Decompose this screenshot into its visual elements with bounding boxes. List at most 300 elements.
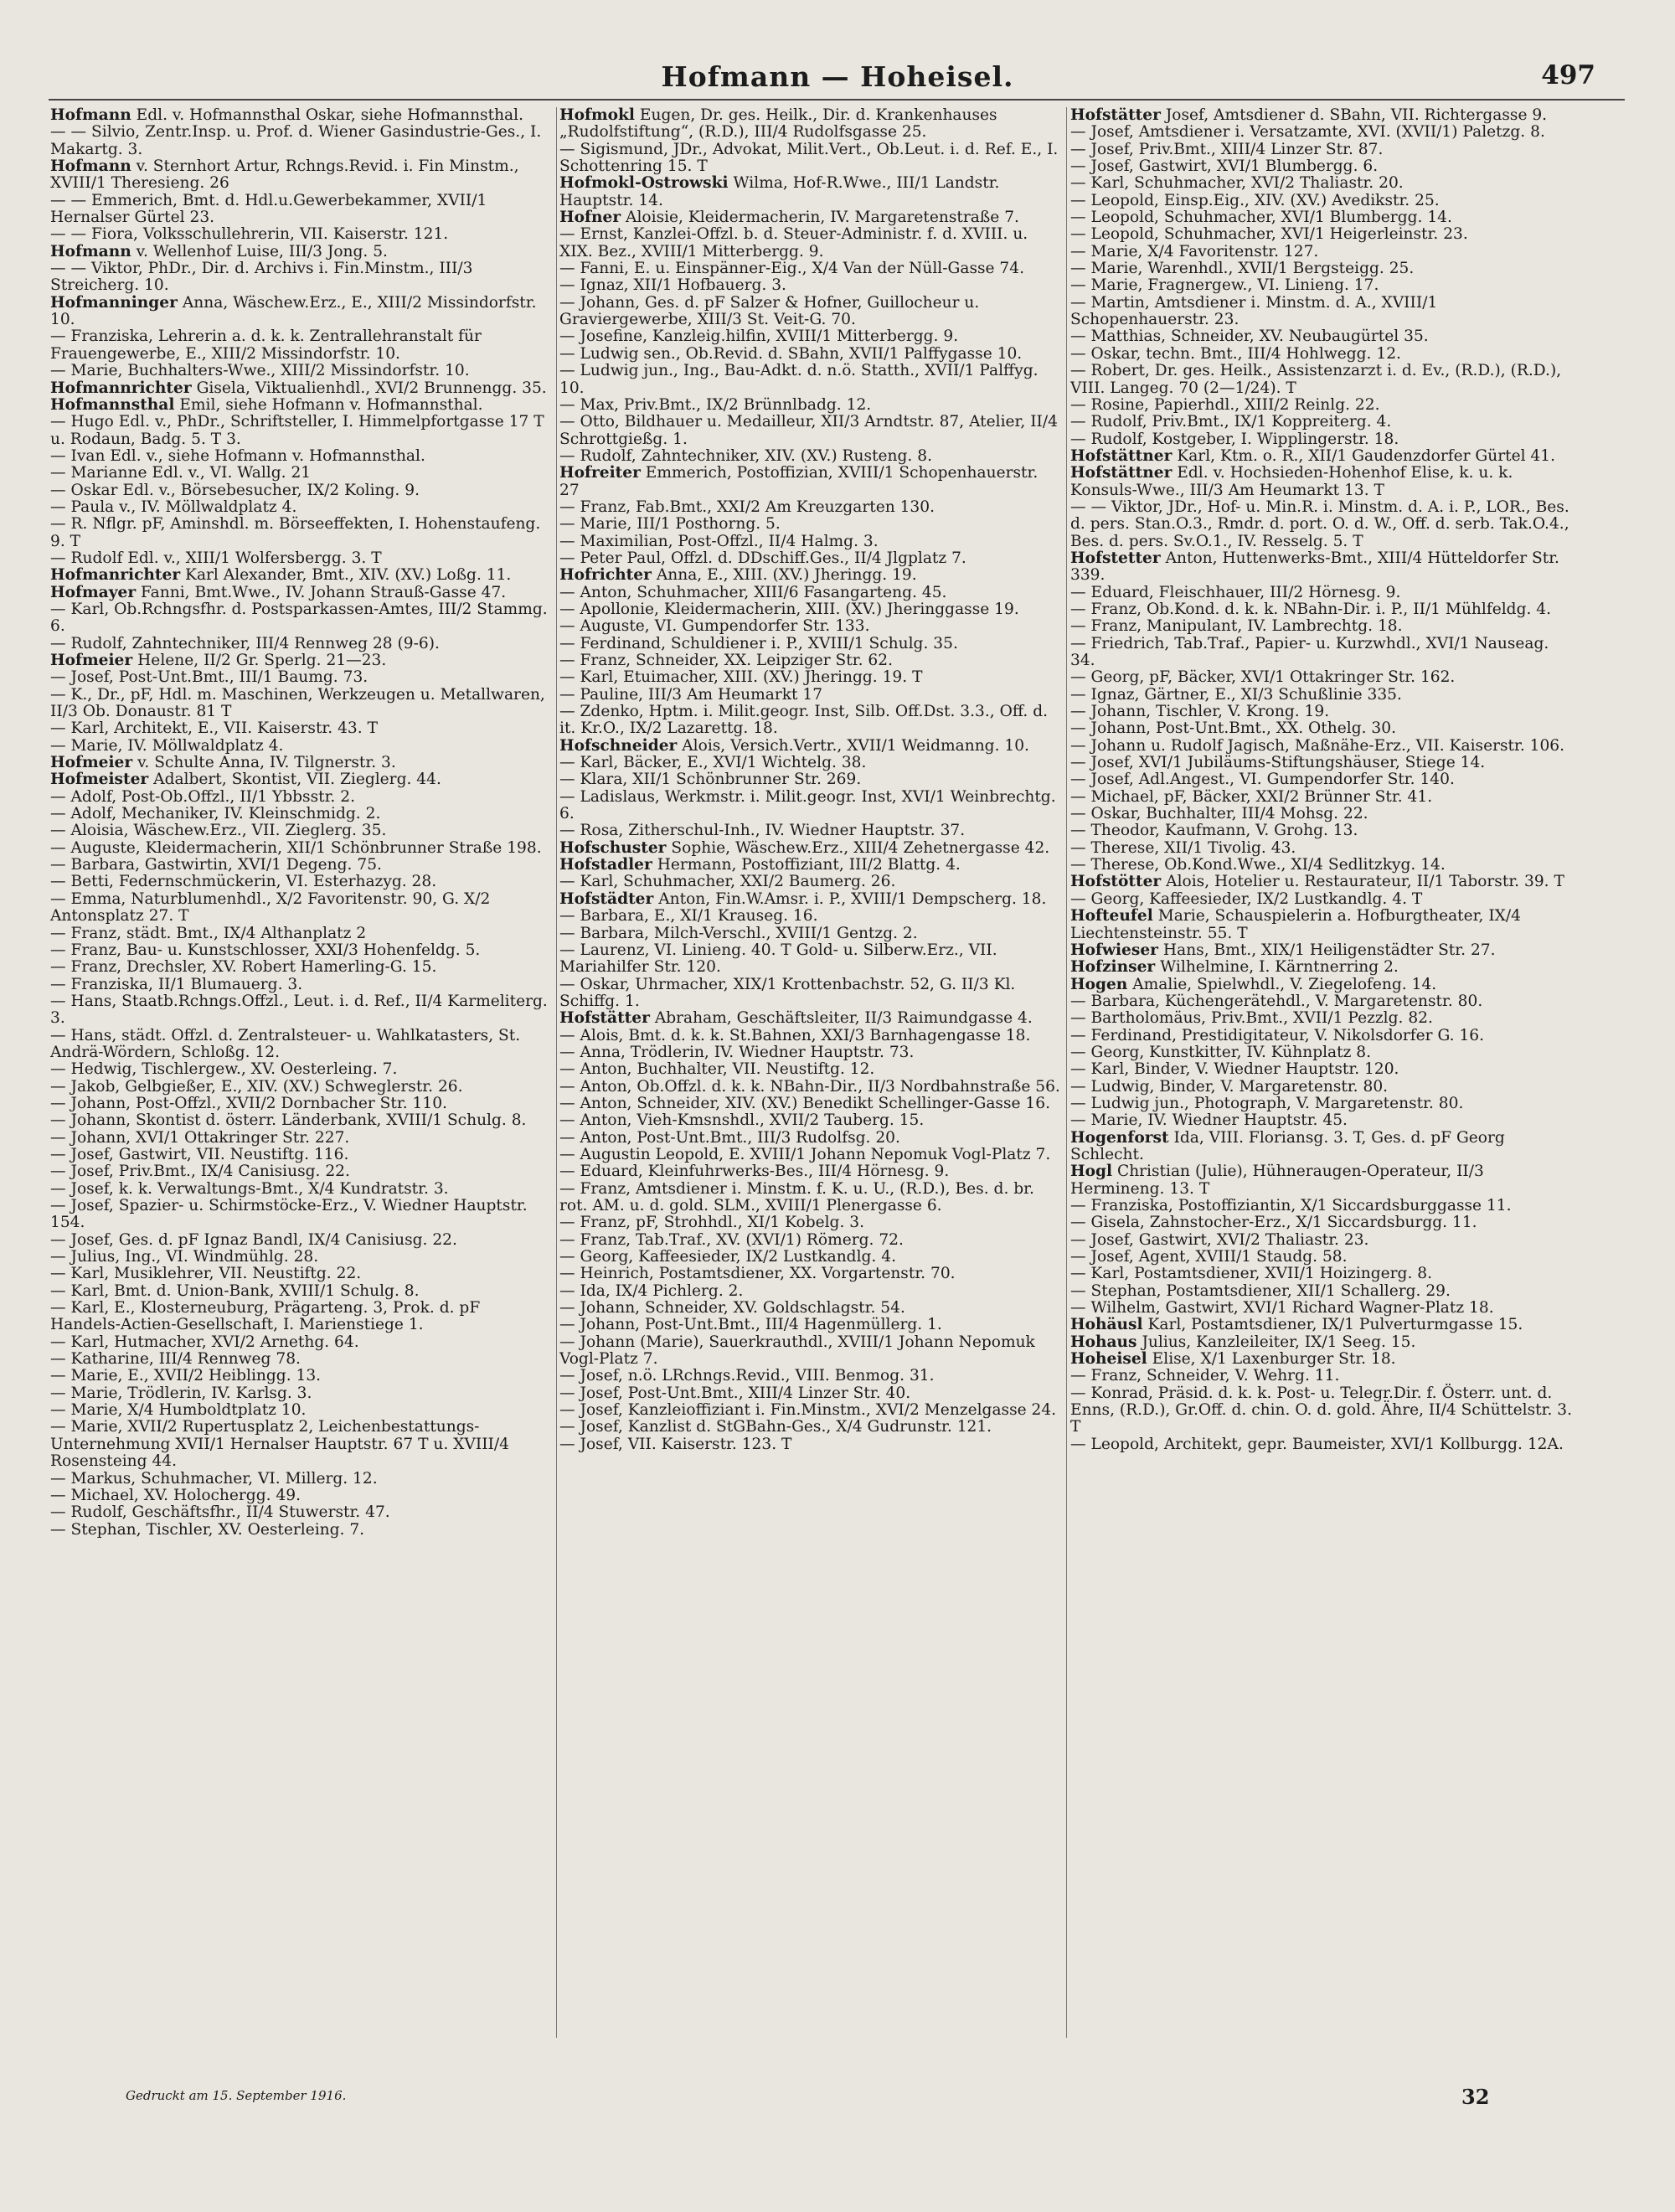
entry-text: Aloisie, Kleidermacherin, IV. Margaretenstraße 7. — [626, 209, 1019, 227]
directory-entry — [50, 806, 553, 822]
entry-text: — Marie, III/1 Posthorng. 5. — [559, 515, 781, 534]
directory-entry — [50, 993, 553, 1028]
directory-entry — [50, 942, 553, 959]
entry-text: — Pauline, III/3 Am Heumarkt 17 — [559, 685, 823, 704]
entry-text: — Franz, Fab.Bmt., XXI/2 Am Kreuzgarten 130. — [559, 498, 935, 516]
directory-entry — [50, 720, 553, 737]
directory-entry — [1070, 175, 1576, 192]
directory-entry — [50, 1368, 553, 1384]
directory-entry — [559, 363, 1062, 397]
directory-entry — [1070, 1198, 1576, 1214]
entry-text: — — Viktor, JDr., Hof- u. Min.R. i. Minstm. d. A. i. P., LOR., Bes. d. pers. Stan.O.3., Rmdr. d. port. O. d. W., Off. d. serb. Tak.O.4., Bes. d. pers. Sv.O.1., IV. Resselg. 5. T — [1070, 498, 1569, 550]
directory-entry — [1070, 1334, 1576, 1351]
entry-text: Hermann, Postoffiziant, III/2 Blattg. 4. — [657, 856, 961, 874]
entry-text: — Josef, VII. Kaiserstr. 123. T — [559, 1435, 792, 1453]
directory-entry — [1070, 260, 1576, 277]
directory-entry — [559, 260, 1062, 277]
entry-text: — Alois, Bmt. d. k. k. St.Bahnen, XXI/3 Barnhagengasse 18. — [559, 1026, 1031, 1044]
directory-entry — [50, 1249, 553, 1266]
entry-text: — Rosine, Papierhdl., XIII/2 Reinlg. 22. — [1070, 395, 1380, 414]
print-date: Gedruckt am 15. September 1916. — [126, 2088, 347, 2103]
directory-entry — [559, 499, 1062, 516]
entry-text: — Johann, Post-Unt.Bmt., III/4 Hagenmüllerg. 1. — [559, 1316, 942, 1334]
entry-text: — Theodor, Kaufmann, V. Grohg. 13. — [1070, 822, 1358, 840]
directory-entry — [559, 755, 1062, 771]
directory-entry — [559, 704, 1062, 738]
directory-entry — [559, 1079, 1062, 1096]
entry-text: — Max, Priv.Bmt., IX/2 Brünnlbadg. 12. — [559, 395, 872, 414]
directory-entry — [50, 465, 553, 482]
directory-entry — [1070, 363, 1576, 397]
directory-entry — [1070, 124, 1576, 141]
entry-text: — Ludwig jun., Ing., Bau-Adkt. d. n.ö. Statth., XVII/1 Palffyg. 10. — [559, 362, 1038, 397]
directory-entry — [559, 465, 1062, 499]
entry-text: — Franz, Schneider, XX. Leipziger Str. 62. — [559, 652, 893, 669]
directory-entry — [50, 1181, 553, 1198]
column-divider — [1066, 107, 1067, 2038]
entry-text: — Auguste, VI. Gumpendorfer Str. 133. — [559, 617, 870, 636]
directory-entry — [559, 142, 1062, 176]
entry-text: — Adolf, Mechaniker, IV. Kleinschmidg. 2. — [50, 805, 381, 823]
entry-text: — Oskar, Uhrmacher, XIX/1 Krottenbachstr. 52, G. II/3 Kl. Schiffg. 1. — [559, 975, 1016, 1010]
entry-surname: Hofschuster — [559, 838, 667, 857]
directory-entry — [50, 1061, 553, 1078]
entry-surname: Hofner — [559, 209, 621, 227]
directory-entry — [1070, 1112, 1576, 1129]
directory-entry — [1070, 1249, 1576, 1266]
entry-text: — Eduard, Fleischhauer, III/2 Hörnesg. 9. — [1070, 583, 1401, 601]
entry-surname: Hofwieser — [1070, 941, 1158, 959]
directory-entry — [50, 822, 553, 839]
entry-surname: Hofstättner — [1070, 464, 1172, 482]
entry-text: — Otto, Bildhauer u. Medailleur, XII/3 Arndtstr. 87, Atelier, II/4 Schrottgießg. 1. — [559, 413, 1058, 448]
entry-text: — Ignaz, Gärtner, E., XI/3 Schußlinie 335. — [1070, 685, 1402, 704]
entry-text: — Laurenz, VI. Linieng. 40. T Gold- u. Silberw.Erz., VII. Mariahilfer Str. 120. — [559, 941, 997, 977]
entry-text: — Karl, Musiklehrer, VII. Neustiftg. 22. — [50, 1265, 362, 1283]
entry-text: — Peter Paul, Offzl. d. DDschiff.Ges., II/4 Jlgplatz 7. — [559, 549, 966, 567]
directory-entry — [1070, 1368, 1576, 1384]
directory-entry — [50, 1488, 553, 1504]
entry-text: — Klara, XII/1 Schönbrunner Str. 269. — [559, 771, 862, 789]
entry-text: — Josef, Agent, XVIII/1 Staudg. 58. — [1070, 1248, 1348, 1266]
directory-entry — [559, 1028, 1062, 1044]
directory-entry — [50, 260, 553, 295]
directory-entry — [50, 1198, 553, 1232]
entry-text: — Karl, Postamtsdiener, XVII/1 Hoizingerg. 8. — [1070, 1265, 1433, 1283]
directory-entry — [559, 822, 1062, 839]
entry-text: — Ivan Edl. v., siehe Hofmann v. Hofmannsthal. — [50, 446, 425, 465]
directory-entry — [50, 397, 553, 414]
entry-text: — Leopold, Einsp.Eig., XIV. (XV.) Avedikstr. 25. — [1070, 191, 1440, 209]
directory-entry — [50, 1266, 553, 1282]
directory-entry — [1070, 1096, 1576, 1112]
entry-text: — Bartholomäus, Priv.Bmt., XVII/1 Pezzlg. 82. — [1070, 1009, 1433, 1028]
directory-entry — [559, 1163, 1062, 1180]
directory-entry — [559, 295, 1062, 329]
directory-entry — [50, 244, 553, 260]
entry-text: — Karl, Etuimacher, XIII. (XV.) Jheringg. 19. T — [559, 668, 923, 687]
entry-text: — Karl, E., Klosterneuburg, Prägarteng. 3, Prok. d. pF Handels-Actien-Gesellschaft, I. Marienstiege 1. — [50, 1299, 481, 1334]
entry-surname: Hofrichter — [559, 566, 652, 585]
entry-text: — Johann, XVI/1 Ottakringer Str. 227. — [50, 1128, 350, 1147]
entry-text: Sophie, Wäschew.Erz., XIII/4 Zehetnergasse 42. — [671, 838, 1050, 857]
entry-text: — Rudolf, Kostgeber, I. Wipplingerstr. 18. — [1070, 430, 1399, 448]
entry-text: — Josef, Adl.Angest., VI. Gumpendorfer Str. 140. — [1070, 771, 1455, 789]
directory-entry — [1070, 822, 1576, 839]
entry-text: — Josef, Kanzleioffiziant i. Fin.Minstm., XVI/2 Menzelgasse 24. — [559, 1401, 1057, 1420]
directory-entry — [50, 193, 553, 227]
directory-entry — [50, 550, 553, 567]
directory-entry — [50, 771, 553, 788]
entry-text: — Michael, XV. Holochergg. 49. — [50, 1486, 301, 1504]
entry-text: — Gisela, Zahnstocher-Erz., X/1 Siccardsburgg. 11. — [1070, 1214, 1477, 1232]
entry-text: — Marie, Warenhdl., XVII/1 Bergsteigg. 25. — [1070, 260, 1415, 278]
directory-entry — [559, 601, 1062, 618]
directory-entry — [559, 346, 1062, 363]
directory-entry — [1070, 431, 1576, 448]
entry-text: — Marie, Trödlerin, IV. Karlsg. 3. — [50, 1384, 312, 1402]
header-rule — [49, 99, 1625, 101]
entry-surname: Hofmanrichter — [50, 566, 181, 585]
directory-entry — [1070, 720, 1576, 737]
directory-entry — [1070, 158, 1576, 175]
directory-entry — [1070, 1044, 1576, 1061]
directory-entry — [50, 874, 553, 890]
entry-text: Ida, VIII. Floriansg. 3. T, Ges. d. pF Georg Schlecht. — [1070, 1128, 1505, 1163]
directory-entry — [1070, 1436, 1576, 1453]
directory-entry — [559, 1061, 1062, 1078]
entry-text: — Josef, Ges. d. pF Ignaz Bandl, IX/4 Canisiusg. 22. — [50, 1230, 457, 1249]
directory-entry — [50, 1096, 553, 1112]
entry-text: Marie, Schauspielerin a. Hofburgtheater, IX/4 Liechtensteinstr. 55. T — [1070, 907, 1521, 942]
directory-entry — [559, 874, 1062, 890]
directory-entry — [559, 636, 1062, 652]
entry-text: — Oskar Edl. v., Börsebesucher, IX/2 Koling. 9. — [50, 481, 420, 499]
entry-surname: Hofstädter — [559, 889, 654, 908]
directory-entry — [50, 738, 553, 755]
directory-entry — [559, 585, 1062, 601]
page-number: 497 — [1541, 60, 1595, 90]
directory-entry — [559, 942, 1062, 977]
directory-entry — [50, 1112, 553, 1129]
entry-text: — Sigismund, JDr., Advokat, Milit.Vert., Ob.Leut. i. d. Ref. E., I. Schottenring 15. T — [559, 140, 1059, 176]
entry-text: Karl, Postamtsdiener, IX/1 Pulverturmgasse 15. — [1147, 1316, 1523, 1334]
entry-text: — Therese, Ob.Kond.Wwe., XI/4 Sedlitzkyg. 14. — [1070, 856, 1446, 874]
entry-surname: Hofmokl-Ostrowski — [559, 174, 729, 193]
directory-entry — [1070, 1079, 1576, 1096]
directory-entry — [559, 209, 1062, 226]
directory-entry — [1070, 499, 1576, 550]
entry-text: — Johann (Marie), Sauerkrauthdl., XVIII/1 Johann Nepomuk Vogl-Platz 7. — [559, 1333, 1035, 1369]
directory-entry — [50, 1471, 553, 1488]
entry-surname: Hofstadler — [559, 856, 652, 874]
directory-entry — [559, 618, 1062, 635]
directory-entry — [559, 516, 1062, 533]
directory-entry — [50, 789, 553, 806]
directory-entry — [559, 857, 1062, 874]
entry-text: — Hedwig, Tischlergew., XV. Oesterleing. 7. — [50, 1060, 398, 1079]
entry-text: — Barbara, Milch-Verschl., XVIII/1 Gentzg. 2. — [559, 924, 918, 942]
entry-text: — Leopold, Schuhmacher, XVI/1 Blumbergg. 14. — [1070, 209, 1452, 227]
directory-entry — [50, 226, 553, 243]
directory-entry — [1070, 601, 1576, 618]
entry-text: — Marie, Buchhalters-Wwe., XIII/2 Missindorfstr. 10. — [50, 362, 470, 380]
entry-text: — Betti, Federnschmückerin, VI. Esterhazyg. 28. — [50, 873, 437, 891]
column-3 — [1070, 107, 1576, 2067]
entry-surname: Hofmeier — [50, 754, 133, 772]
directory-entry — [1070, 295, 1576, 329]
entry-text: — Marie, X/4 Humboldtplatz 10. — [50, 1401, 307, 1420]
entry-text: — Robert, Dr. ges. Heilk., Assistenzarzt i. d. Ev., (R.D.), (R.D.), VIII. Langeg. 70 (2—1/24). T — [1070, 362, 1562, 397]
directory-entry — [50, 295, 553, 329]
directory-entry — [1070, 704, 1576, 720]
entry-text: — Ladislaus, Werkmstr. i. Milit.geogr. Inst, XVI/1 Weinbrechtg. 6. — [559, 787, 1056, 823]
directory-entry — [559, 448, 1062, 465]
entry-surname: Hofreiter — [559, 464, 641, 482]
entry-text: — Franz, pF, Strohhdl., XI/1 Kobelg. 3. — [559, 1214, 865, 1232]
entry-text: v. Sternhort Artur, Rchngs.Revid. i. Fin Minstm., XVIII/1 Theresieng. 26 — [50, 157, 519, 193]
directory-entry — [559, 977, 1062, 1011]
entry-text: — Heinrich, Postamtsdiener, XX. Vorgartenstr. 70. — [559, 1265, 956, 1283]
entry-text: — Marianne Edl. v., VI. Wallg. 21 — [50, 464, 312, 482]
entry-text: — Wilhelm, Gastwirt, XVI/1 Richard Wagner-Platz 18. — [1070, 1299, 1494, 1317]
entry-text: Adalbert, Skontist, VII. Zieglerg. 44. — [153, 771, 441, 789]
directory-entry — [1070, 771, 1576, 788]
entry-text: Anna, Wäschew.Erz., E., XIII/2 Missindorfstr. 10. — [50, 293, 537, 329]
directory-entry — [50, 448, 553, 465]
entry-text: — Franz, Drechsler, XV. Robert Hamerling-G. 15. — [50, 958, 437, 977]
directory-entry — [559, 891, 1062, 908]
entry-text: — Franz, Ob.Kond. d. k. k. NBahn-Dir. i. P., II/1 Mühlfeldg. 4. — [1070, 600, 1552, 618]
directory-entry — [559, 908, 1062, 925]
entry-surname: Hofstetter — [1070, 549, 1161, 567]
directory-entry — [1070, 908, 1576, 942]
entry-text: — Karl, Ob.Rchngsfhr. d. Postsparkassen-Amtes, III/2 Stammg. 6. — [50, 600, 548, 636]
entry-text: — Anton, Vieh-Kmsnshdl., XVII/2 Tauberg. 15. — [559, 1111, 925, 1130]
directory-entry — [1070, 993, 1576, 1010]
entry-text: Abraham, Geschäftsleiter, II/3 Raimundgasse 4. — [654, 1009, 1033, 1028]
entry-text: — Rudolf Edl. v., XIII/1 Wolfersbergg. 3. T — [50, 549, 382, 567]
entry-text: — Hans, Staatb.Rchngs.Offzl., Leut. i. d. Ref., II/4 Karmeliterg. 3. — [50, 992, 548, 1028]
directory-entry — [559, 1283, 1062, 1300]
entry-surname: Hofmann — [50, 107, 131, 124]
directory-entry — [50, 585, 553, 601]
entry-text: — Marie, IV. Wiedner Hauptstr. 45. — [1070, 1111, 1348, 1130]
entry-text: Josef, Amtsdiener d. SBahn, VII. Richtergasse 9. — [1165, 107, 1548, 124]
entry-text: — Eduard, Kleinfuhrwerks-Bes., III/4 Hörnesg. 9. — [559, 1163, 950, 1181]
directory-entry — [1070, 1061, 1576, 1078]
directory-entry — [559, 1044, 1062, 1061]
entry-text: — Ignaz, XII/1 Hofbauerg. 3. — [559, 276, 786, 295]
directory-entry — [1070, 226, 1576, 243]
entry-text: — Josef, Priv.Bmt., IX/4 Canisiusg. 22. — [50, 1163, 350, 1181]
directory-entry — [1070, 328, 1576, 345]
entry-surname: Hohäusl — [1070, 1316, 1143, 1334]
entry-text: — Josef, Gastwirt, XVI/1 Blumbergg. 6. — [1070, 157, 1379, 176]
directory-entry — [559, 1368, 1062, 1384]
directory-entry — [50, 926, 553, 942]
entry-text: — Johann, Post-Offzl., XVII/2 Dornbacher Str. 110. — [50, 1094, 447, 1112]
entry-text: — Karl, Bmt. d. Union-Bank, XVIII/1 Schulg. 8. — [50, 1281, 420, 1300]
directory-entry — [1070, 346, 1576, 363]
directory-entry — [1070, 1214, 1576, 1231]
entry-text: v. Schulte Anna, IV. Tilgnerstr. 3. — [137, 754, 396, 772]
directory-entry — [1070, 585, 1576, 601]
entry-text: Elise, X/1 Laxenburger Str. 18. — [1152, 1350, 1396, 1369]
entry-text: — Georg, Kaffeesieder, IX/2 Lustkandlg. 4. — [559, 1248, 896, 1266]
directory-entry — [559, 1232, 1062, 1249]
entry-text: — Johann, Skontist d. österr. Länderbank, XVIII/1 Schulg. 8. — [50, 1111, 527, 1130]
directory-entry — [50, 1402, 553, 1419]
entry-text: — Rudolf, Priv.Bmt., IX/1 Koppreiterg. 4. — [1070, 413, 1392, 431]
entry-text: — Franz, Schneider, V. Wehrg. 11. — [1070, 1367, 1340, 1385]
directory-entry — [1070, 193, 1576, 209]
entry-text: Emil, siehe Hofmann v. Hofmannsthal. — [179, 395, 483, 414]
directory-entry — [50, 499, 553, 516]
entry-surname: Hofschneider — [559, 736, 678, 755]
directory-entry — [1070, 550, 1576, 585]
directory-entry — [1070, 687, 1576, 704]
directory-entry — [559, 414, 1062, 448]
entry-text: — Anton, Ob.Offzl. d. k. k. NBahn-Dir., II/3 Nordbahnstraße 56. — [559, 1077, 1060, 1096]
entry-text: — Johann, Schneider, XV. Goldschlagstr. 54. — [559, 1299, 905, 1317]
entry-text: — Josef, n.ö. LRchngs.Revid., VIII. Benmog. 31. — [559, 1367, 935, 1385]
entry-text: — Leopold, Architekt, gepr. Baumeister, XVI/1 Kollburgg. 12A. — [1070, 1435, 1564, 1453]
entry-text: — — Fiora, Volksschullehrerin, VII. Kaiserstr. 121. — [50, 225, 449, 244]
directory-entry — [559, 397, 1062, 414]
directory-entry — [50, 516, 553, 550]
directory-entry — [559, 277, 1062, 294]
entry-text: — Anton, Post-Unt.Bmt., III/3 Rudolfsg. 20. — [559, 1128, 900, 1147]
directory-entry — [50, 1334, 553, 1351]
entry-text: Emmerich, Postoffizian, XVIII/1 Schopenhauerstr. 27 — [559, 464, 1038, 499]
entry-surname: Hofmannrichter — [50, 379, 192, 397]
directory-entry — [50, 1522, 553, 1539]
entry-text: — Georg, Kaffeesieder, IX/2 Lustkandlg. 4. T — [1070, 889, 1423, 908]
entry-text: — Karl, Schuhmacher, XXI/2 Baumerg. 26. — [559, 873, 896, 891]
directory-entry — [1070, 142, 1576, 158]
sheet-number: 32 — [1461, 2085, 1490, 2109]
directory-entry — [1070, 1283, 1576, 1300]
directory-entry — [1070, 397, 1576, 414]
entry-text: — Georg, Kunstkitter, IV. Kühnplatz 8. — [1070, 1043, 1372, 1061]
directory-entry — [559, 1436, 1062, 1453]
entry-surname: Hofmann — [50, 242, 131, 260]
directory-entry — [1070, 874, 1576, 890]
directory-entry — [50, 601, 553, 636]
entry-text: — Rosa, Zitherschul-Inh., IV. Wiedner Hauptstr. 37. — [559, 822, 966, 840]
entry-surname: Hofteufel — [1070, 907, 1153, 926]
directory-entry — [50, 1028, 553, 1062]
directory-entry — [559, 789, 1062, 823]
directory-entry — [50, 1300, 553, 1334]
directory-entry — [1070, 1232, 1576, 1249]
entry-text: — Ludwig sen., Ob.Revid. d. SBahn, XVII/1 Palffygasse 10. — [559, 344, 1023, 363]
directory-entry — [1070, 1351, 1576, 1368]
entry-surname: Hofmannsthal — [50, 395, 175, 414]
directory-entry — [1070, 857, 1576, 874]
entry-text: — — Emmerich, Bmt. d. Hdl.u.Gewerbekammer, XVII/1 Hernalser Gürtel 23. — [50, 191, 487, 227]
directory-entry — [50, 755, 553, 771]
entry-text: — Paula v., IV. Möllwaldplatz 4. — [50, 498, 297, 516]
directory-entry — [1070, 636, 1576, 670]
entry-text: — Barbara, Küchengerätehdl., V. Margaretenstr. 80. — [1070, 992, 1483, 1010]
entry-text: — Augustin Leopold, E. XVIII/1 Johann Nepomuk Vogl-Platz 7. — [559, 1145, 1051, 1163]
entry-text: — Michael, pF, Bäcker, XXI/2 Brünner Str. 41. — [1070, 787, 1433, 806]
directory-entry — [1070, 1317, 1576, 1333]
entry-text: — Martin, Amtsdiener i. Minstm. d. A., XVIII/1 Schopenhauerstr. 23. — [1070, 293, 1438, 329]
directory-entry — [1070, 244, 1576, 260]
entry-text: — Ludwig jun., Photograph, V. Margaretenstr. 80. — [1070, 1094, 1464, 1112]
directory-entry — [559, 226, 1062, 260]
directory-entry — [50, 414, 553, 448]
directory-entry — [559, 1334, 1062, 1369]
entry-text: — Anna, Trödlerin, IV. Wiedner Hauptstr. 73. — [559, 1043, 915, 1061]
entry-text: — Ferdinand, Prestidigitateur, V. Nikolsdorfer G. 16. — [1070, 1026, 1485, 1044]
directory-entry — [559, 1317, 1062, 1333]
entry-text: — Apollonie, Kleidermacherin, XIII. (XV.) Jheringgasse 19. — [559, 600, 1019, 618]
directory-entry — [1070, 942, 1576, 959]
entry-surname: Hofmanninger — [50, 293, 178, 312]
directory-entry — [559, 669, 1062, 686]
directory-entry — [1070, 1163, 1576, 1198]
entry-text: — Maximilian, Post-Offzl., II/4 Halmg. 3. — [559, 532, 879, 550]
directory-entry — [559, 1266, 1062, 1282]
entry-text: Eugen, Dr. ges. Heilk., Dir. d. Krankenhauses „Rudolfstiftung“, (R.D.), III/4 Rudolfsgasse 25. — [559, 107, 997, 142]
entry-text: — Adolf, Post-Ob.Offzl., II/1 Ybbsstr. 2. — [50, 787, 355, 806]
directory-entry — [1070, 891, 1576, 908]
entry-text: — Julius, Ing., VI. Windmühlg. 28. — [50, 1248, 319, 1266]
entry-text: Edl. v. Hochsieden-Hohenhof Elise, k. u. k. Konsuls-Wwe., III/3 Am Heumarkt 13. T — [1070, 464, 1513, 499]
entry-text: — Hugo Edl. v., PhDr., Schriftsteller, I. Himmelpfortgasse 17 T u. Rodaun, Badg. 5. T 3. — [50, 413, 544, 448]
entry-surname: Hofstättner — [1070, 446, 1172, 465]
entry-text: — Josef, XVI/1 Jubiläums-Stiftungshäuser, Stiege 14. — [1070, 754, 1486, 772]
directory-entry — [559, 1010, 1062, 1027]
entry-text: — Katharine, III/4 Rennweg 78. — [50, 1350, 301, 1369]
directory-entry — [1070, 1385, 1576, 1436]
entry-text: — Josef, Priv.Bmt., XIII/4 Linzer Str. 87. — [1070, 140, 1384, 158]
entry-text: — Markus, Schuhmacher, VI. Millerg. 12. — [50, 1469, 378, 1488]
directory-entry — [1070, 738, 1576, 755]
directory-entry — [559, 771, 1062, 788]
directory-entry — [50, 1232, 553, 1249]
entry-surname: Hofstätter — [1070, 107, 1161, 124]
directory-entry — [1070, 618, 1576, 635]
directory-entry — [50, 1283, 553, 1300]
directory-entry — [559, 687, 1062, 704]
entry-surname: Hofstötter — [1070, 873, 1162, 891]
column-1 — [50, 107, 553, 2067]
directory-entry — [559, 534, 1062, 550]
directory-entry — [559, 840, 1062, 857]
entry-text: v. Wellenhof Luise, III/3 Jong. 5. — [136, 242, 388, 260]
directory-entry — [1070, 448, 1576, 465]
entry-text: — Marie, X/4 Favoritenstr. 127. — [1070, 242, 1319, 260]
directory-entry — [559, 738, 1062, 755]
directory-entry — [50, 363, 553, 379]
entry-text: Amalie, Spielwhdl., V. Ziegelofeng. 14. — [1132, 975, 1437, 993]
entry-surname: Hofzinser — [1070, 958, 1156, 977]
entry-text: Karl, Ktm. o. R., XII/1 Gaudenzdorfer Gürtel 41. — [1177, 446, 1556, 465]
entry-surname: Hoheisel — [1070, 1350, 1147, 1369]
entry-surname: Hofmeier — [50, 652, 133, 669]
entry-text: — — Silvio, Zentr.Insp. u. Prof. d. Wiener Gasindustrie-Ges., I. Makartg. 3. — [50, 123, 542, 158]
directory-entry — [559, 1112, 1062, 1129]
entry-text: — Karl, Hutmacher, XVI/2 Arnethg. 64. — [50, 1333, 359, 1351]
directory-entry — [559, 652, 1062, 669]
directory-entry — [1070, 107, 1576, 124]
entry-surname: Hohaus — [1070, 1333, 1137, 1351]
